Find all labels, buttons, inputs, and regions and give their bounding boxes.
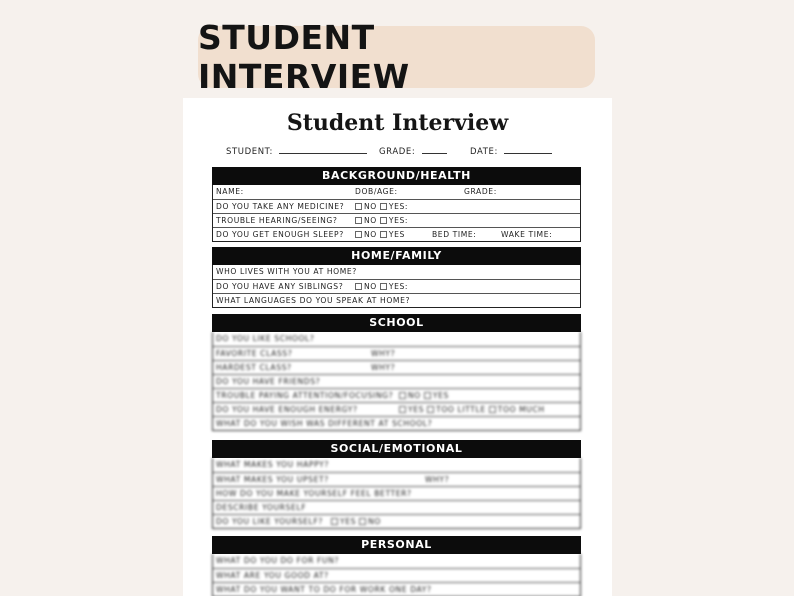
no-checkbox[interactable]: [359, 518, 366, 525]
form-row[interactable]: [213, 472, 580, 486]
work-question: WHAT DO YOU WANT TO DO FOR WORK ONE DAY?: [216, 585, 432, 594]
section-social-emotional: [212, 440, 581, 529]
good-at-question: WHAT ARE YOU GOOD AT?: [216, 571, 329, 580]
worksheet-page: [183, 98, 612, 596]
form-row[interactable]: [213, 568, 580, 582]
yes-label: YES:: [388, 202, 409, 211]
section-home-family: [212, 247, 581, 308]
too-much-label: TOO MUCH: [497, 405, 545, 414]
form-row[interactable]: [213, 185, 580, 199]
yes-checkbox[interactable]: [331, 518, 338, 525]
section-background-health: [212, 167, 581, 242]
document-title: Student Interview: [286, 110, 509, 136]
describe-yourself-question: DESCRIBE YOURSELF: [216, 503, 307, 512]
attention-question: TROUBLE PAYING ATTENTION/FOCUSING?: [216, 391, 394, 400]
why-label: WHY?: [371, 349, 396, 358]
form-row[interactable]: [213, 402, 580, 416]
form-row[interactable]: [213, 500, 580, 514]
form-row[interactable]: [213, 199, 580, 213]
form-row[interactable]: [213, 332, 580, 346]
yes-label: YES: [408, 405, 425, 414]
form-row[interactable]: [213, 227, 580, 241]
too-little-label: TOO LITTLE: [436, 405, 486, 414]
banner-title: STUDENT INTERVIEW: [198, 18, 410, 96]
form-row[interactable]: [213, 360, 580, 374]
form-row[interactable]: [213, 279, 580, 293]
form-row[interactable]: [213, 554, 580, 568]
why-label: WHY?: [371, 363, 396, 372]
section-title: SCHOOL: [212, 314, 581, 332]
no-label: NO: [364, 230, 377, 239]
name-label: NAME:: [216, 187, 244, 196]
lives-question: WHO LIVES WITH YOU AT HOME?: [216, 267, 357, 276]
too-little-checkbox[interactable]: [427, 406, 434, 413]
yes-checkbox[interactable]: [380, 217, 387, 224]
section-title: SOCIAL/EMOTIONAL: [212, 440, 581, 458]
yes-label: YES:: [388, 282, 409, 291]
upset-question: WHAT MAKES YOU UPSET?: [216, 475, 329, 484]
no-checkbox[interactable]: [399, 392, 406, 399]
hearing-question: TROUBLE HEARING/SEEING?: [216, 216, 338, 225]
date-blank[interactable]: [504, 146, 552, 154]
section-title: HOME/FAMILY: [212, 247, 581, 265]
like-school-question: DO YOU LIKE SCHOOL?: [216, 334, 315, 343]
no-label: NO: [364, 202, 377, 211]
section-title: BACKGROUND/HEALTH: [212, 167, 581, 185]
yes-label: YES: [340, 517, 357, 526]
yes-label: YES:: [388, 216, 409, 225]
yes-checkbox[interactable]: [399, 406, 406, 413]
medicine-question: DO YOU TAKE ANY MEDICINE?: [216, 202, 345, 211]
different-question: WHAT DO YOU WISH WAS DIFFERENT AT SCHOOL?: [216, 419, 433, 428]
form-row[interactable]: [213, 416, 580, 430]
energy-question: DO YOU HAVE ENOUGH ENERGY?: [216, 405, 358, 414]
no-checkbox[interactable]: [355, 203, 362, 210]
favorite-class-question: FAVORITE CLASS?: [216, 349, 293, 358]
wake-time-label: WAKE TIME:: [501, 230, 553, 239]
header-banner: [198, 18, 595, 96]
why-label: WHY?: [425, 475, 450, 484]
dob-label: DOB/AGE:: [355, 187, 398, 196]
yes-checkbox[interactable]: [380, 283, 387, 290]
languages-question: WHAT LANGUAGES DO YOU SPEAK AT HOME?: [216, 296, 411, 305]
student-blank[interactable]: [279, 146, 367, 154]
student-label: STUDENT:: [226, 147, 274, 157]
friends-question: DO YOU HAVE FRIENDS?: [216, 377, 321, 386]
form-row[interactable]: [213, 265, 580, 279]
section-personal: [212, 536, 581, 596]
no-label: NO: [364, 216, 377, 225]
fun-question: WHAT DO YOU DO FOR FUN?: [216, 556, 339, 565]
feel-better-question: HOW DO YOU MAKE YOURSELF FEEL BETTER?: [216, 489, 412, 498]
no-checkbox[interactable]: [355, 217, 362, 224]
siblings-question: DO YOU HAVE ANY SIBLINGS?: [216, 282, 344, 291]
yes-checkbox[interactable]: [424, 392, 431, 399]
yes-label: YES: [432, 391, 449, 400]
no-checkbox[interactable]: [355, 231, 362, 238]
form-row[interactable]: [213, 486, 580, 500]
section-title: PERSONAL: [212, 536, 581, 554]
like-yourself-question: DO YOU LIKE YOURSELF?: [216, 517, 323, 526]
grade-label: GRADE:: [464, 187, 497, 196]
happy-question: WHAT MAKES YOU HAPPY?: [216, 460, 329, 469]
form-row[interactable]: [213, 346, 580, 360]
form-row[interactable]: [213, 293, 580, 307]
form-row[interactable]: [213, 514, 580, 528]
no-label: NO: [368, 517, 381, 526]
form-row[interactable]: [213, 213, 580, 227]
yes-checkbox[interactable]: [380, 231, 387, 238]
sleep-question: DO YOU GET ENOUGH SLEEP?: [216, 230, 344, 239]
form-row[interactable]: [213, 582, 580, 596]
form-row[interactable]: [213, 458, 580, 472]
no-label: NO: [364, 282, 377, 291]
form-row[interactable]: [213, 374, 580, 388]
yes-checkbox[interactable]: [380, 203, 387, 210]
no-checkbox[interactable]: [355, 283, 362, 290]
hardest-class-question: HARDEST CLASS?: [216, 363, 292, 372]
date-label: DATE:: [470, 147, 498, 157]
grade-label: GRADE:: [379, 147, 416, 157]
grade-blank[interactable]: [422, 146, 447, 154]
form-row[interactable]: [213, 388, 580, 402]
yes-label: YES: [388, 230, 405, 239]
bed-time-label: BED TIME:: [432, 230, 477, 239]
too-much-checkbox[interactable]: [489, 406, 496, 413]
no-label: NO: [408, 391, 421, 400]
section-school: [212, 314, 581, 431]
